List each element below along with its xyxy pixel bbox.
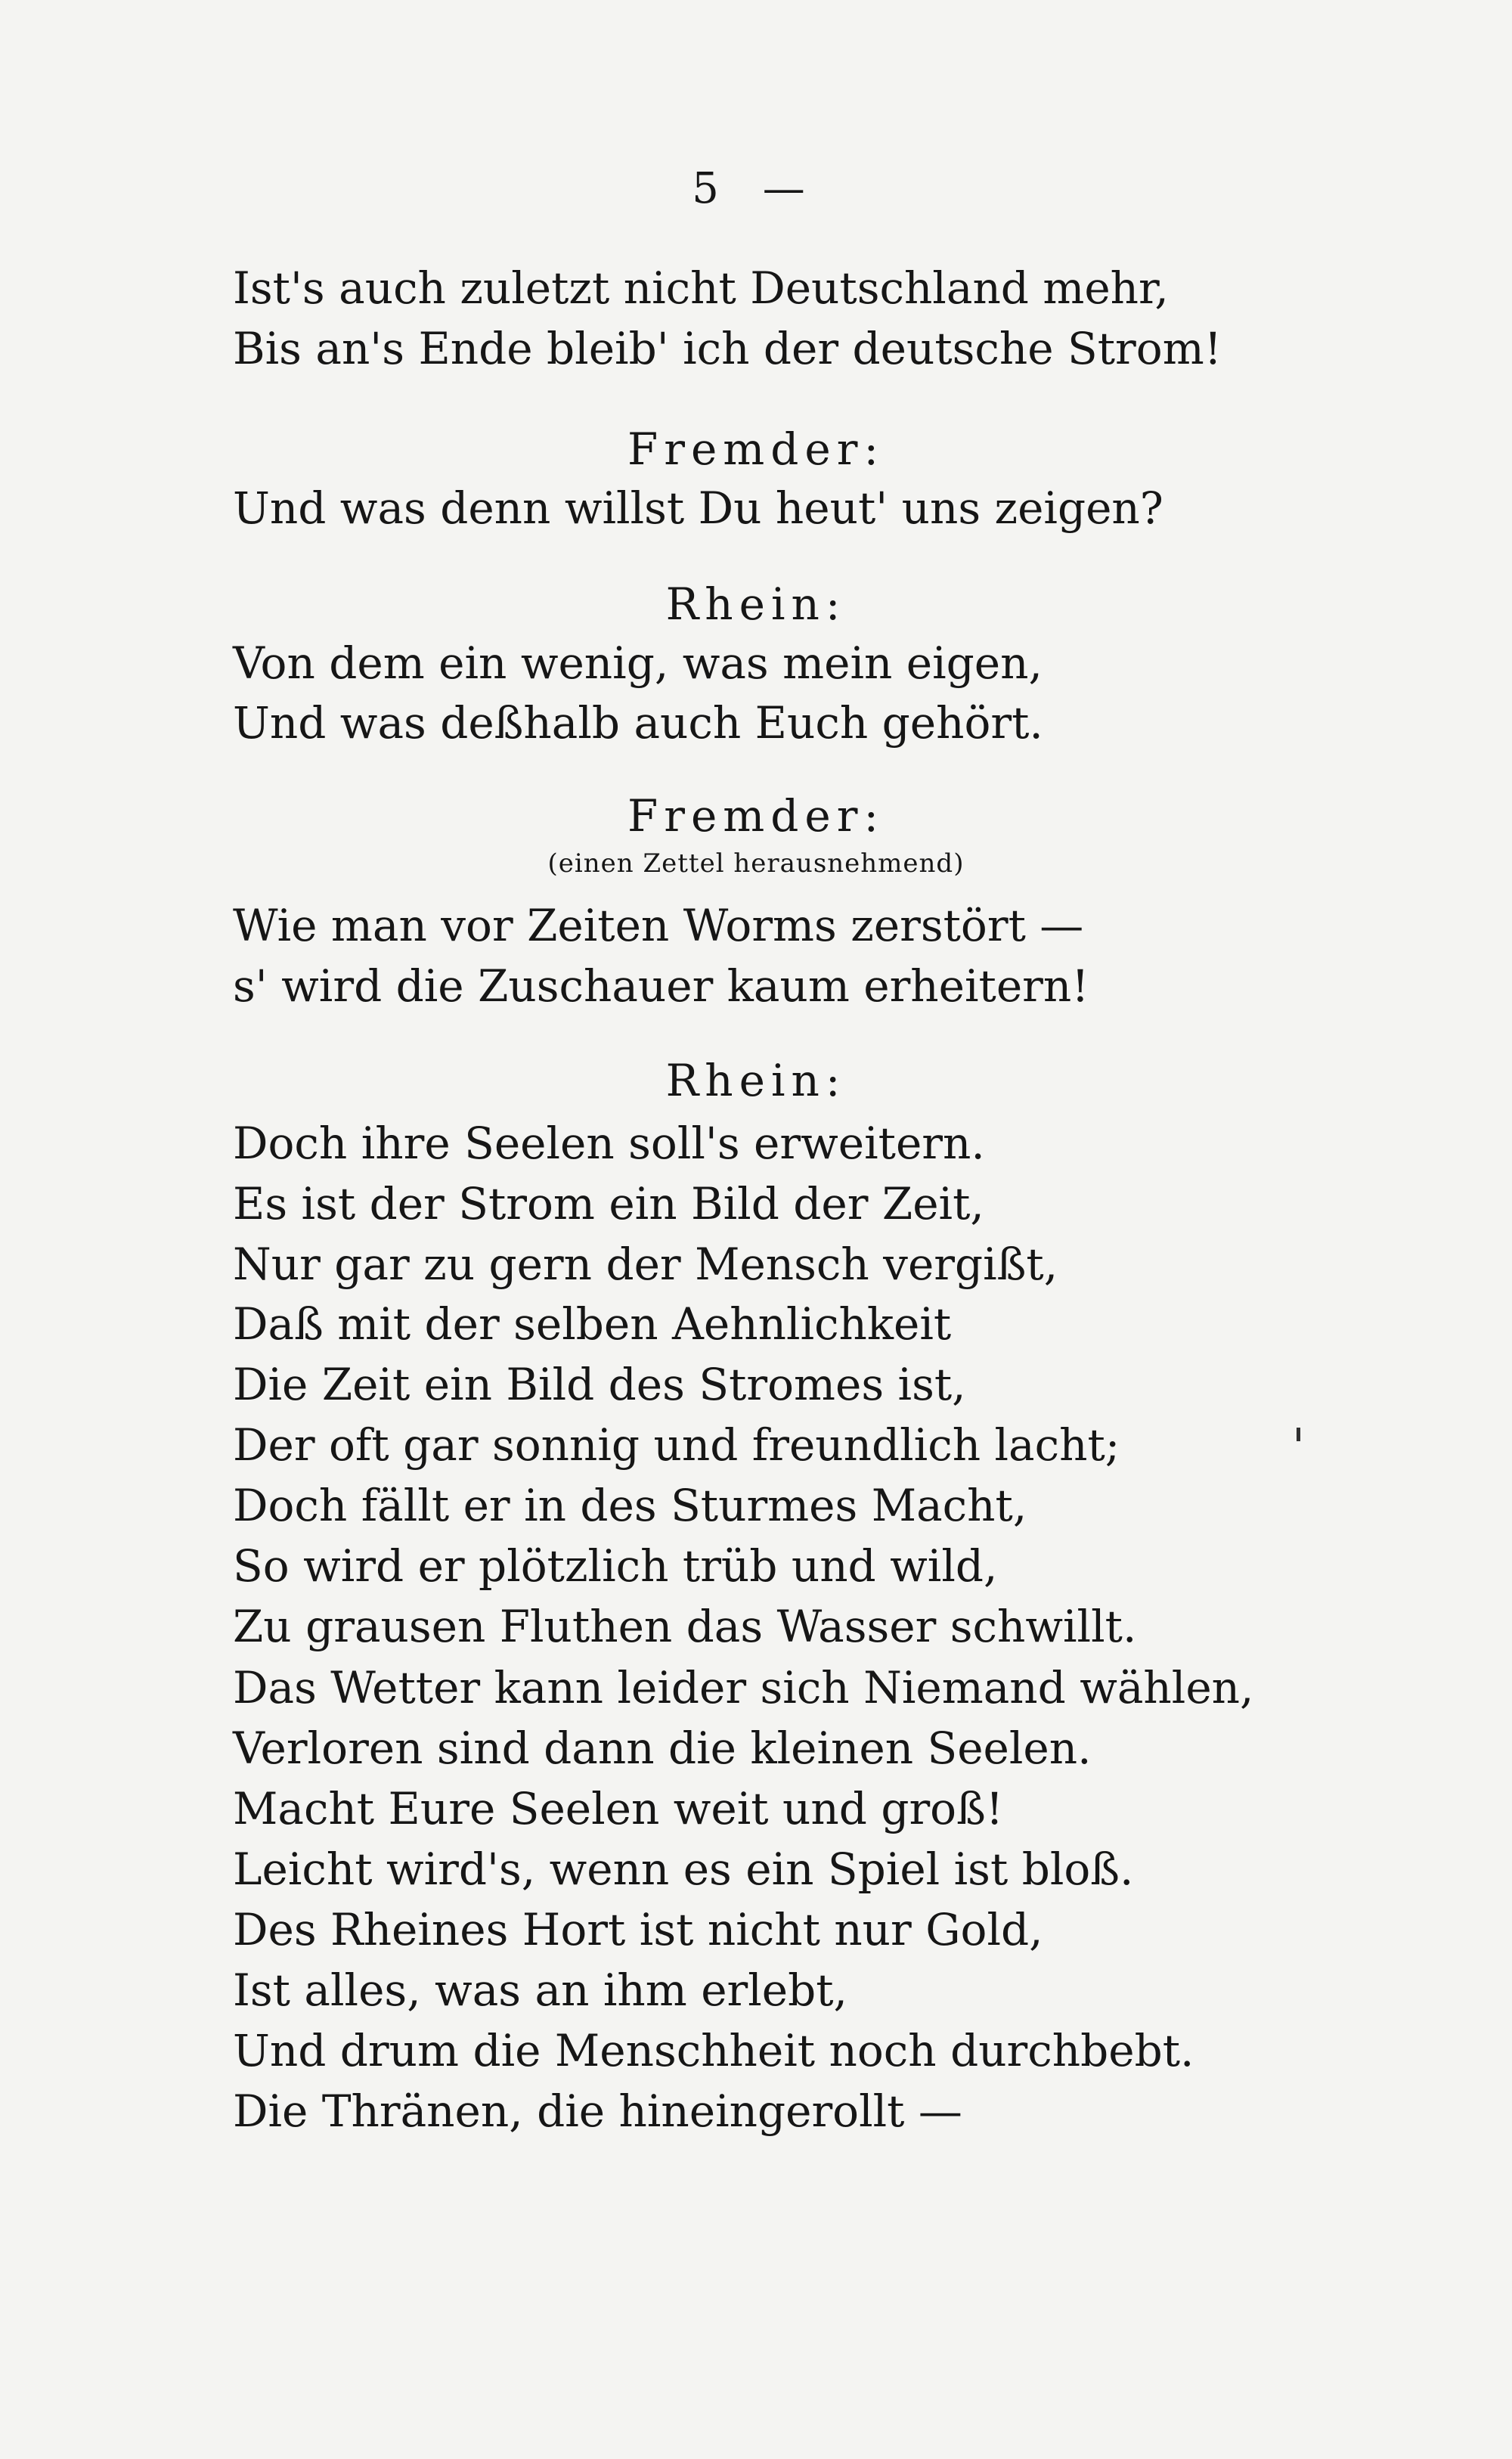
page-number: 5 —: [692, 164, 820, 213]
verse-line: Verloren sind dann die kleinen Seelen.: [233, 1723, 1092, 1774]
verse-line: Das Wetter kann leider sich Niemand wählen,: [233, 1662, 1254, 1713]
verse-line: Ist's auch zuletzt nicht Deutschland mehr,: [233, 262, 1169, 314]
speaker-label: Rhein:: [665, 1055, 847, 1106]
verse-line: Die Thränen, die hineingerollt —: [233, 2085, 962, 2137]
verse-line: Und was deßhalb auch Euch gehört.: [233, 697, 1043, 749]
verse-line: Und was denn willst Du heut' uns zeigen?: [233, 482, 1163, 534]
verse-line: Die Zeit ein Bild des Stromes ist,: [233, 1359, 966, 1410]
verse-line: s' wird die Zuschauer kaum erheitern!: [233, 960, 1089, 1012]
speaker-label: Fremder:: [627, 423, 885, 475]
verse-line: Wie man vor Zeiten Worms zerstört —: [233, 900, 1084, 951]
verse-line: Des Rheines Hort ist nicht nur Gold,: [233, 1904, 1043, 1955]
verse-line: Und drum die Menschheit noch durchbebt.: [233, 2025, 1194, 2076]
verse-line: Es ist der Strom ein Bild der Zeit,: [233, 1178, 984, 1230]
verse-line: Der oft gar sonnig und freundlich lacht;: [233, 1419, 1120, 1471]
speaker-label: Rhein:: [665, 578, 847, 630]
print-speck: [1297, 1428, 1300, 1441]
verse-line: Doch ihre Seelen soll's erweitern.: [233, 1118, 985, 1169]
verse-line: Nur gar zu gern der Mensch vergißt,: [233, 1239, 1058, 1290]
verse-line: Doch fällt er in des Sturmes Macht,: [233, 1480, 1027, 1531]
verse-line: Macht Eure Seelen weit und groß!: [233, 1783, 1004, 1834]
verse-line: Zu grausen Fluthen das Wasser schwillt.: [233, 1601, 1137, 1652]
stage-direction: (einen Zettel herausnehmend): [547, 848, 965, 879]
verse-line: Von dem ein wenig, was mein eigen,: [233, 637, 1043, 689]
verse-line: So wird er plötzlich trüb und wild,: [233, 1540, 998, 1592]
verse-line: Bis an's Ende bleib' ich der deutsche Strom!: [233, 323, 1222, 374]
verse-line: Leicht wird's, wenn es ein Spiel ist bloß.: [233, 1843, 1134, 1895]
speaker-label: Fremder:: [627, 790, 885, 842]
verse-line: Daß mit der selben Aehnlichkeit: [233, 1298, 952, 1350]
verse-line: Ist alles, was an ihm erlebt,: [233, 1964, 847, 2016]
